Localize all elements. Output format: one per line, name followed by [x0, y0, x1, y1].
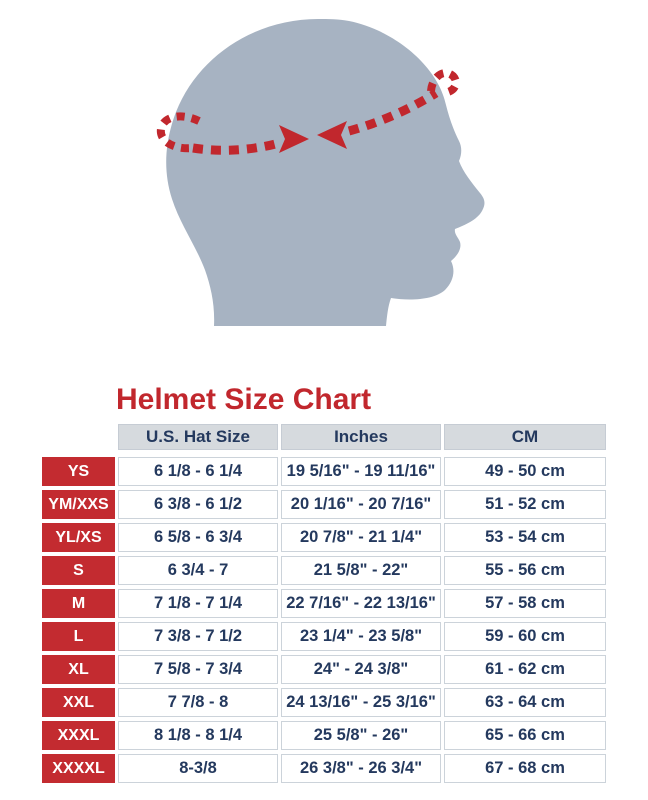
inches-cell: 20 7/8" - 21 1/4": [281, 523, 441, 552]
size-label-cell: XXL: [42, 688, 115, 717]
cm-cell: 65 - 66 cm: [444, 721, 606, 750]
hat-size-cell: 6 5/8 - 6 3/4: [118, 523, 278, 552]
inches-cell: 26 3/8" - 26 3/4": [281, 754, 441, 783]
page-title: Helmet Size Chart: [116, 383, 372, 416]
header-cell-inches: Inches: [281, 424, 441, 450]
inches-cell: 24 13/16" - 25 3/16": [281, 688, 441, 717]
hat-size-cell: 7 5/8 - 7 3/4: [118, 655, 278, 684]
cm-cell: 59 - 60 cm: [444, 622, 606, 651]
inches-cell: 21 5/8" - 22": [281, 556, 441, 585]
header-cell-hat-size: U.S. Hat Size: [118, 424, 278, 450]
inches-cell: 19 5/16" - 19 11/16": [281, 457, 441, 486]
cm-cell: 63 - 64 cm: [444, 688, 606, 717]
cm-cell: 51 - 52 cm: [444, 490, 606, 519]
hat-size-cell: 6 3/8 - 6 1/2: [118, 490, 278, 519]
inches-cell: 23 1/4" - 23 5/8": [281, 622, 441, 651]
cm-cell: 67 - 68 cm: [444, 754, 606, 783]
size-label-cell: YM/XXS: [42, 490, 115, 519]
inches-cell: 25 5/8" - 26": [281, 721, 441, 750]
size-label-cell: YS: [42, 457, 115, 486]
cm-cell: 57 - 58 cm: [444, 589, 606, 618]
hat-size-cell: 8-3/8: [118, 754, 278, 783]
hat-size-cell: 6 1/8 - 6 1/4: [118, 457, 278, 486]
hat-size-cell: 7 7/8 - 8: [118, 688, 278, 717]
hat-size-cell: 7 1/8 - 7 1/4: [118, 589, 278, 618]
hat-size-cell: 7 3/8 - 7 1/2: [118, 622, 278, 651]
inches-cell: 24" - 24 3/8": [281, 655, 441, 684]
head-silhouette-icon: [166, 19, 484, 326]
cm-cell: 61 - 62 cm: [444, 655, 606, 684]
size-label-cell: YL/XS: [42, 523, 115, 552]
size-label-cell: L: [42, 622, 115, 651]
cm-cell: 55 - 56 cm: [444, 556, 606, 585]
inches-cell: 20 1/16" - 20 7/16": [281, 490, 441, 519]
header-cell-cm: CM: [444, 424, 606, 450]
hat-size-cell: 6 3/4 - 7: [118, 556, 278, 585]
size-label-cell: S: [42, 556, 115, 585]
size-table: [42, 424, 606, 783]
cm-cell: 53 - 54 cm: [444, 523, 606, 552]
size-label-cell: XL: [42, 655, 115, 684]
cm-cell: 49 - 50 cm: [444, 457, 606, 486]
inches-cell: 22 7/16" - 22 13/16": [281, 589, 441, 618]
head-measurement-figure: [0, 0, 648, 385]
hat-size-cell: 8 1/8 - 8 1/4: [118, 721, 278, 750]
size-label-cell: XXXXL: [42, 754, 115, 783]
corner-cell: [42, 424, 115, 453]
size-label-cell: M: [42, 589, 115, 618]
size-label-cell: XXXL: [42, 721, 115, 750]
